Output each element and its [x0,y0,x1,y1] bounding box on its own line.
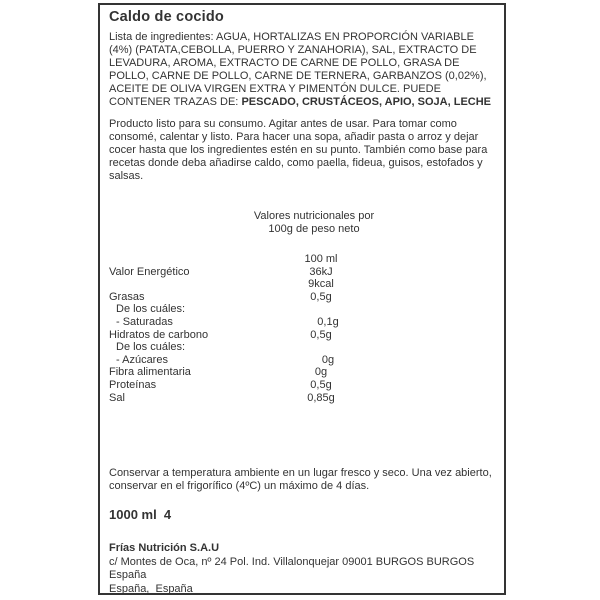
nutrition-row [109,354,495,367]
nutrition-row-value: 0g [314,366,328,379]
nutrition-row-label: De los cuáles: [116,341,186,354]
storage-paragraph: Conservar a temperatura ambiente en un lugar fresco y seco. Una vez abierto, conservar en el frigorífico (4ºC) un máximo de 4 días. [109,467,492,493]
nutrition-row-value: 0,5g [310,378,332,391]
nutrition-row-value: 0,1g [317,315,339,328]
manufacturer-country-line1: España [109,569,147,582]
nutrition-table [109,253,495,404]
nutrition-row-value: 0,5g [310,328,332,341]
nutrition-rows [109,266,495,405]
nutrition-heading-line1: Valores nutricionales por [253,210,375,222]
nutrition-row-value: 36kJ [309,265,333,278]
nutrition-row-label: Hidratos de carbono [109,328,209,341]
manufacturer-address: c/ Montes de Oca, nº 24 Pol. Ind. Villalonquejar 09001 BURGOS BURGOS [109,555,475,568]
nutrition-row [109,303,495,316]
volume-text: 1000 ml 4 [109,507,172,523]
nutrition-row-label: - Azúcares [116,353,168,366]
nutrition-row [109,316,495,329]
nutrition-row-value: 9kcal [308,278,334,291]
nutrition-row [109,291,495,304]
ingredients-paragraph [109,31,495,109]
nutrition-row-value [278,341,378,354]
nutrition-row-label: De los cuáles: [116,303,186,316]
allergens-text: PESCADO, CRUSTÁCEOS, APIO, SOJA, LECHE [241,96,492,108]
usage-paragraph: Producto listo para su consumo. Agitar antes de usar. Para tomar como consomé, calentar y listo. Para hacer una sopa, añadir pasta o arroz y dejar cocer hasta que los ingredientes estén en su punto. También como base para recetas donde deba añadirse caldo, como paella, fideua, guisos, estofados y salsas. [109,118,488,182]
nutrition-column-header: 100 ml [304,253,338,265]
nutrition-row-label: Valor Energético [109,265,190,278]
nutrition-row-label: Fibra alimentaria [109,366,191,379]
nutrition-row [109,366,495,379]
nutrition-row [109,329,495,342]
nutrition-row-value [278,303,378,316]
nutrition-row-label: Grasas [109,290,145,303]
product-title: Caldo de cocido [109,9,224,25]
nutrition-row-value: 0,85g [307,391,335,404]
ingredients-text: Lista de ingredientes: AGUA, HORTALIZAS EN PROPORCIÓN VARIABLE (4%) (PATATA,CEBOLLA, PUERRO Y ZANAHORIA), SAL, EXTRACTO DE LEVADURA, AROMA, EXTRACTO DE CARNE DE POLLO, GRASA DE POLLO, CARNE DE POLLO, CARNE DE TERNERA, GARBANZOS (0,02%), ACEITE DE OLIVA VIRGEN EXTRA Y PIMENTÓN DULCE. PUEDE CONTENER TRAZAS DE: [109,31,487,108]
nutrition-heading [194,210,434,236]
product-label [98,3,506,595]
nutrition-row-value: 0,5g [310,290,332,303]
nutrition-row-label: - Saturadas [116,315,173,328]
nutrition-row-value: 0g [321,353,335,366]
manufacturer-block [109,542,495,596]
nutrition-column-header-row [109,253,495,266]
nutrition-empty-cell [109,253,271,266]
manufacturer-name: Frías Nutrición S.A.U [109,542,220,555]
nutrition-row [109,341,495,354]
nutrition-row-label [109,278,271,291]
nutrition-row [109,392,495,405]
nutrition-row [109,379,495,392]
manufacturer-country-line2: España, España [109,582,193,595]
nutrition-row-label: Proteínas [109,378,157,391]
nutrition-row-label: Sal [109,391,125,404]
nutrition-row [109,278,495,291]
nutrition-row [109,266,495,279]
nutrition-heading-line2: 100g de peso neto [268,223,360,235]
